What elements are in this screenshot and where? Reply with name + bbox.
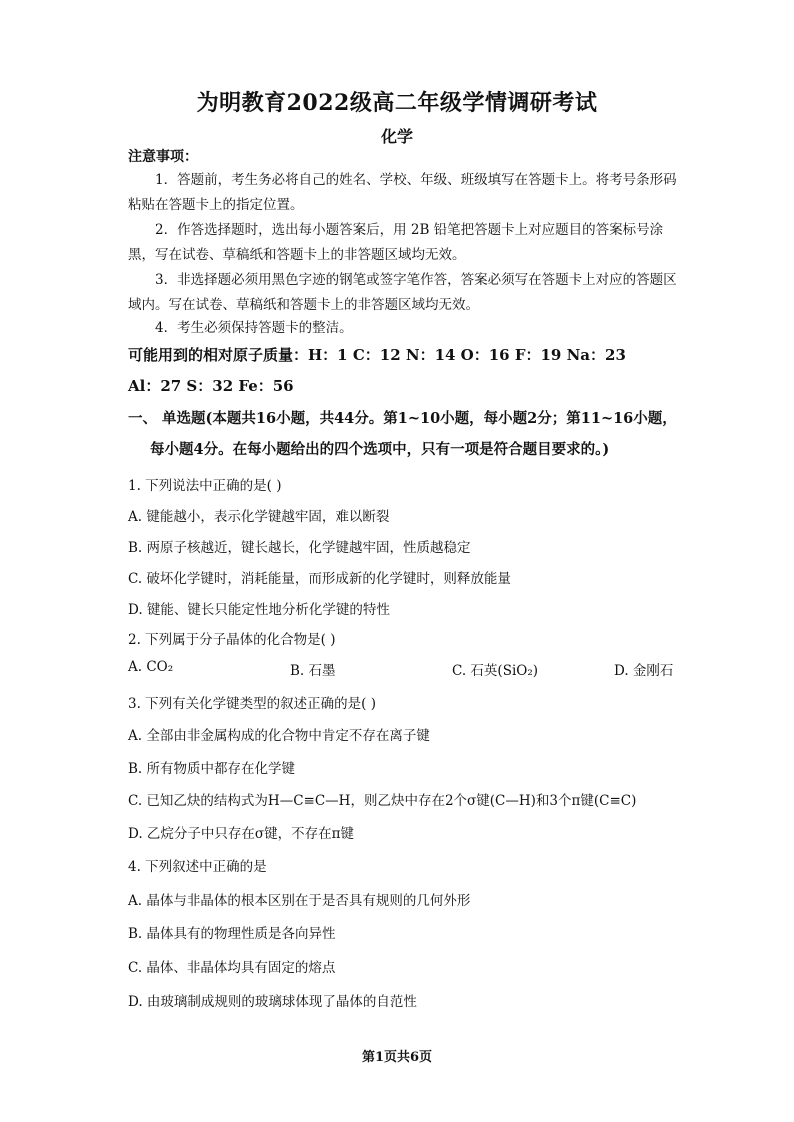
question-3-stem: 3. 下列有关化学键类型的叙述正确的是( ) xyxy=(128,696,376,712)
question-3-option-d: D. 乙烷分子中只存在σ键，不存在π键 xyxy=(128,826,355,842)
question-1-option-c: C. 破坏化学键时，消耗能量，而形成新的化学键时，则释放能量 xyxy=(128,571,511,587)
atomic-masses-line-2: Al：27 S：32 Fe：56 xyxy=(128,377,294,395)
question-1-stem: 1. 下列说法中正确的是( ) xyxy=(128,478,282,494)
question-2-option-c: C. 石英(SiO₂) xyxy=(452,663,539,679)
question-4-stem: 4. 下列叙述中正确的是 xyxy=(128,859,267,875)
atomic-masses-line-1: 可能用到的相对原子质量：H：1 C：12 N：14 O：16 F：19 Na：23 xyxy=(128,346,626,364)
note-item-3: 3．非选择题必须用黑色字迹的钢笔或签字笔作答，答案必须写在答题卡上对应的答题区域内。写在试卷、草稿纸和答题卡上的非答题区域均无效。 xyxy=(128,272,677,313)
exam-title: 为明教育2022级高二年级学情调研考试 xyxy=(196,90,598,116)
question-2-stem: 2. 下列属于分子晶体的化合物是( ) xyxy=(128,632,336,648)
question-2-option-a: A. CO₂ xyxy=(128,659,174,675)
question-3-option-c: C. 已知乙炔的结构式为H—C≡C—H，则乙炔中存在2个σ键(C—H)和3个π键(C≡C) xyxy=(128,793,637,809)
question-4-option-c: C. 晶体、非晶体均具有固定的熔点 xyxy=(128,960,336,976)
question-2-option-d: D. 金刚石 xyxy=(614,663,674,679)
note-item-2: 2．作答选择题时，选出每小题答案后，用 2B 铅笔把答题卡上对应题目的答案标号涂黑，写在试卷、草稿纸和答题卡上的非答题区域均无效。 xyxy=(128,222,664,263)
question-4-option-d: D. 由玻璃制成规则的玻璃球体现了晶体的自范性 xyxy=(128,994,417,1010)
question-1-option-b: B. 两原子核越近，键长越长，化学键越牢固，性质越稳定 xyxy=(128,540,471,556)
note-item-4: 4．考生必须保持答题卡的整洁。 xyxy=(155,320,353,336)
question-4-option-b: B. 晶体具有的物理性质是各向异性 xyxy=(128,926,336,942)
page-number: 第1页共6页 xyxy=(361,1050,433,1065)
note-item-1: 1．答题前，考生务必将自己的姓名、学校、年级、班级填写在答题卡上。将考号条形码粘贴在答题卡上的指定位置。 xyxy=(128,172,677,213)
question-1-option-a: A. 键能越小，表示化学键越牢固，难以断裂 xyxy=(128,509,390,525)
subject-heading: 化学 xyxy=(380,127,413,146)
question-3-option-a: A. 全部由非金属构成的化合物中肯定不存在离子键 xyxy=(128,728,430,744)
question-1-option-d: D. 键能、键长只能定性地分析化学键的特性 xyxy=(128,602,390,618)
notes-heading: 注意事项： xyxy=(128,149,198,165)
section-heading-line-1: 一、 单选题(本题共16小题，共44分。第1~10小题，每小题2分；第11~16小题， xyxy=(128,410,677,427)
question-4-option-a: A. 晶体与非晶体的根本区别在于是否具有规则的几何外形 xyxy=(128,893,471,909)
question-3-option-b: B. 所有物质中都存在化学键 xyxy=(128,761,296,777)
question-2-option-b: B. 石墨 xyxy=(290,663,336,679)
section-heading-line-2: 每小题4分。在每小题给出的四个选项中，只有一项是符合题目要求的。) xyxy=(150,441,610,458)
